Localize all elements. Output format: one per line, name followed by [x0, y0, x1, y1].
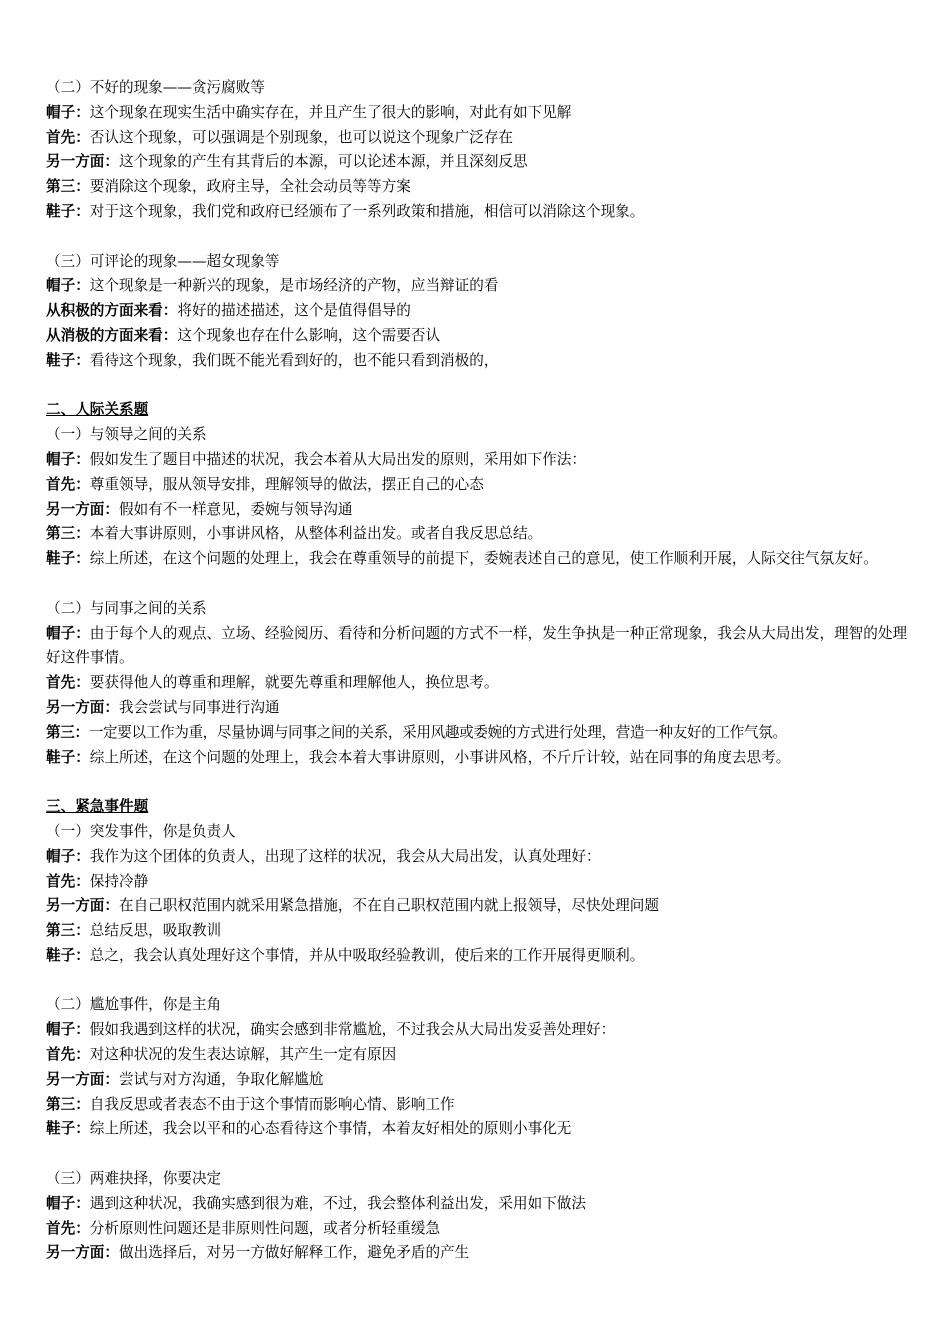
entry-text: 要消除这个现象，政府主导，全社会动员等等方案: [89, 178, 411, 196]
entry-label: 帽子：: [46, 1194, 90, 1212]
entry-label: 帽子：: [46, 1021, 90, 1039]
entry-text: 综上所述，在这个问题的处理上，我会在尊重领导的前提下，委婉表述自己的意见，使工作顺利开展，人际交往气氛友好。: [89, 550, 878, 568]
entry-line: [46, 919, 916, 944]
spacer: [46, 225, 916, 250]
section-heading: 三、紧急事件题: [46, 798, 149, 816]
entry-label: 首先：: [46, 674, 90, 692]
entry-line: [46, 1043, 916, 1068]
entry-line: [46, 1192, 916, 1217]
entry-text: 我作为这个团体的负责人，出现了这样的状况，我会从大局出发，认真处理好：: [89, 847, 601, 865]
entry-text: 总之，我会认真处理好这个事情，并从中吸取经验教训，使后来的工作开展得更顺利。: [89, 946, 645, 964]
spacer: [46, 1142, 916, 1167]
entry-label: 鞋子：: [46, 946, 90, 964]
entry-text: 一定要以工作为重，尽量协调与同事之间的关系，采用风趣或委婉的方式进行处理，营造一种友好的工作气氛。: [88, 723, 787, 741]
entry-label: 首先：: [46, 1046, 90, 1064]
entry-text: 这个现象在现实生活中确实存在，并且产生了很大的影响，对此有如下见解: [89, 103, 572, 121]
entry-label: 从消极的方面来看：: [46, 326, 178, 344]
entry-line: [46, 274, 916, 299]
entry-line: [46, 1241, 916, 1266]
spacer: [46, 969, 916, 994]
entry-line: [46, 200, 916, 225]
entry-text: 对这种状况的发生表达谅解，其产生一定有原因: [89, 1046, 397, 1064]
document-body: [46, 76, 916, 1266]
entry-text: 保持冷静: [89, 872, 149, 890]
entry-line: [46, 1018, 916, 1043]
entry-line: [46, 150, 916, 175]
entry-text: 这个现象是一种新兴的现象，是市场经济的产物，应当辩证的看: [89, 277, 499, 295]
entry-line: [46, 126, 916, 151]
entry-label: 从积极的方面来看：: [46, 302, 178, 320]
entry-label: 帽子：: [46, 103, 90, 121]
entry-line: [46, 101, 916, 126]
entry-line: [46, 845, 916, 870]
entry-text: 我会尝试与同事进行沟通: [118, 698, 280, 716]
subsection-title: （二）尴尬事件，你是主角: [46, 996, 222, 1014]
entry-line: [46, 522, 916, 547]
subsection-title: （一）突发事件，你是负责人: [46, 822, 236, 840]
entry-text: 由于每个人的观点、立场、经验阅历、看待和分析问题的方式不一样，发生争执是一种正常现象，我会从大局出发，理智的处理好这件事情。: [46, 624, 908, 667]
entry-text: 尊重领导，服从领导安排，理解领导的做法，摆正自己的心态: [89, 475, 484, 493]
entry-text: 这个现象的产生有其背后的本源，可以论述本源，并且深刻反思: [118, 153, 528, 171]
entry-label: 首先：: [46, 872, 90, 890]
entry-text: 要获得他人的尊重和理解，就要先尊重和理解他人，换位思考。: [89, 674, 499, 692]
entry-label: 另一方面：: [46, 153, 119, 171]
entry-text: 本着大事讲原则，小事讲风格，从整体利益出发。或者自我反思总结。: [89, 525, 543, 543]
entry-label: 另一方面：: [46, 897, 119, 915]
entry-label: 另一方面：: [46, 1244, 119, 1262]
entry-label: 另一方面：: [46, 1070, 119, 1088]
entry-line: [46, 498, 916, 523]
entry-label: 鞋子：: [46, 202, 90, 220]
entry-label: 首先：: [46, 1219, 90, 1237]
entry-label: 鞋子：: [46, 550, 90, 568]
entry-label: 另一方面：: [46, 698, 119, 716]
entry-label: 首先：: [46, 475, 90, 493]
entry-label: 帽子：: [46, 450, 90, 468]
entry-line: [46, 473, 916, 498]
entry-text: 遇到这种状况，我确实感到很为难，不过，我会整体利益出发，采用如下做法: [89, 1194, 586, 1212]
entry-text: 否认这个现象，可以强调是个别现象，也可以说这个现象广泛存在: [89, 128, 514, 146]
entry-label: 帽子：: [46, 847, 90, 865]
spacer: [46, 374, 916, 399]
subsection-title: （三）两难抉择，你要决定: [46, 1170, 222, 1188]
subsection-title: （三）可评论的现象——超女现象等: [46, 252, 280, 270]
entry-line: [46, 175, 916, 200]
entry-line: [46, 1217, 916, 1242]
entry-label: 另一方面：: [46, 500, 119, 518]
spacer: [46, 572, 916, 597]
entry-label: 鞋子：: [46, 748, 90, 766]
entry-line: [46, 324, 916, 349]
entry-line: [46, 1068, 916, 1093]
entry-line: [46, 448, 916, 473]
entry-line: [46, 696, 916, 721]
entry-text: 假如发生了题目中描述的状况，我会本着从大局出发的原则，采用如下作法：: [89, 450, 586, 468]
entry-label: 第三：: [46, 723, 89, 741]
entry-line: [46, 1117, 916, 1142]
entry-text: 自我反思或者表态不由于这个事情而影响心情、影响工作: [89, 1095, 455, 1113]
subsection-title: （一）与领导之间的关系: [46, 426, 207, 444]
entry-text: 总结反思，吸取教训: [89, 922, 222, 940]
entry-text: 看待这个现象，我们既不能光看到好的，也不能只看到消极的，: [89, 351, 499, 369]
entry-label: 帽子：: [46, 624, 90, 642]
entry-line: [46, 944, 916, 969]
entry-text: 综上所述，我会以平和的心态看待这个事情，本着友好相处的原则小事化无: [89, 1120, 572, 1138]
entry-text: 综上所述，在这个问题的处理上，我会本着大事讲原则，小事讲风格，不斤斤计较，站在同事的角度去思考。: [89, 748, 791, 766]
entry-line: [46, 671, 916, 696]
subsection-title: （二）与同事之间的关系: [46, 599, 207, 617]
entry-text: 将好的描述描述，这个是值得倡导的: [177, 302, 411, 320]
entry-text: 在自己职权范围内就采用紧急措施，不在自己职权范围内就上报领导，尽快处理问题: [118, 897, 659, 915]
entry-text: 假如我遇到这样的状况，确实会感到非常尴尬，不过我会从大局出发妥善处理好：: [89, 1021, 616, 1039]
entry-label: 第三：: [46, 525, 90, 543]
entry-text: 对于这个现象，我们党和政府已经颁布了一系列政策和措施，相信可以消除这个现象。: [89, 202, 645, 220]
entry-label: 鞋子：: [46, 1120, 90, 1138]
entry-line: [46, 894, 916, 919]
entry-label: 首先：: [46, 128, 90, 146]
entry-text: 假如有不一样意见，委婉与领导沟通: [118, 500, 353, 518]
entry-line: [46, 349, 916, 374]
entry-label: 帽子：: [46, 277, 90, 295]
entry-text: 做出选择后，对另一方做好解释工作，避免矛盾的产生: [118, 1244, 470, 1262]
entry-line: [46, 721, 916, 746]
subsection-title: （二）不好的现象——贪污腐败等: [46, 79, 265, 96]
entry-label: 第三：: [46, 1095, 90, 1113]
entry-text: 分析原则性问题还是非原则性问题，或者分析轻重缓急: [89, 1219, 441, 1237]
entry-paragraph: [46, 547, 916, 572]
spacer: [46, 770, 916, 795]
entry-label: 第三：: [46, 922, 90, 940]
entry-line: [46, 870, 916, 895]
entry-paragraph: [46, 622, 916, 672]
entry-label: 第三：: [46, 178, 90, 196]
entry-line: [46, 1093, 916, 1118]
entry-line: [46, 746, 916, 771]
entry-line: [46, 299, 916, 324]
entry-text: 尝试与对方沟通，争取化解尴尬: [118, 1070, 324, 1088]
entry-label: 鞋子：: [46, 351, 90, 369]
section-heading: 二、人际关系题: [46, 401, 149, 419]
entry-text: 这个现象也存在什么影响，这个需要否认: [177, 326, 441, 344]
